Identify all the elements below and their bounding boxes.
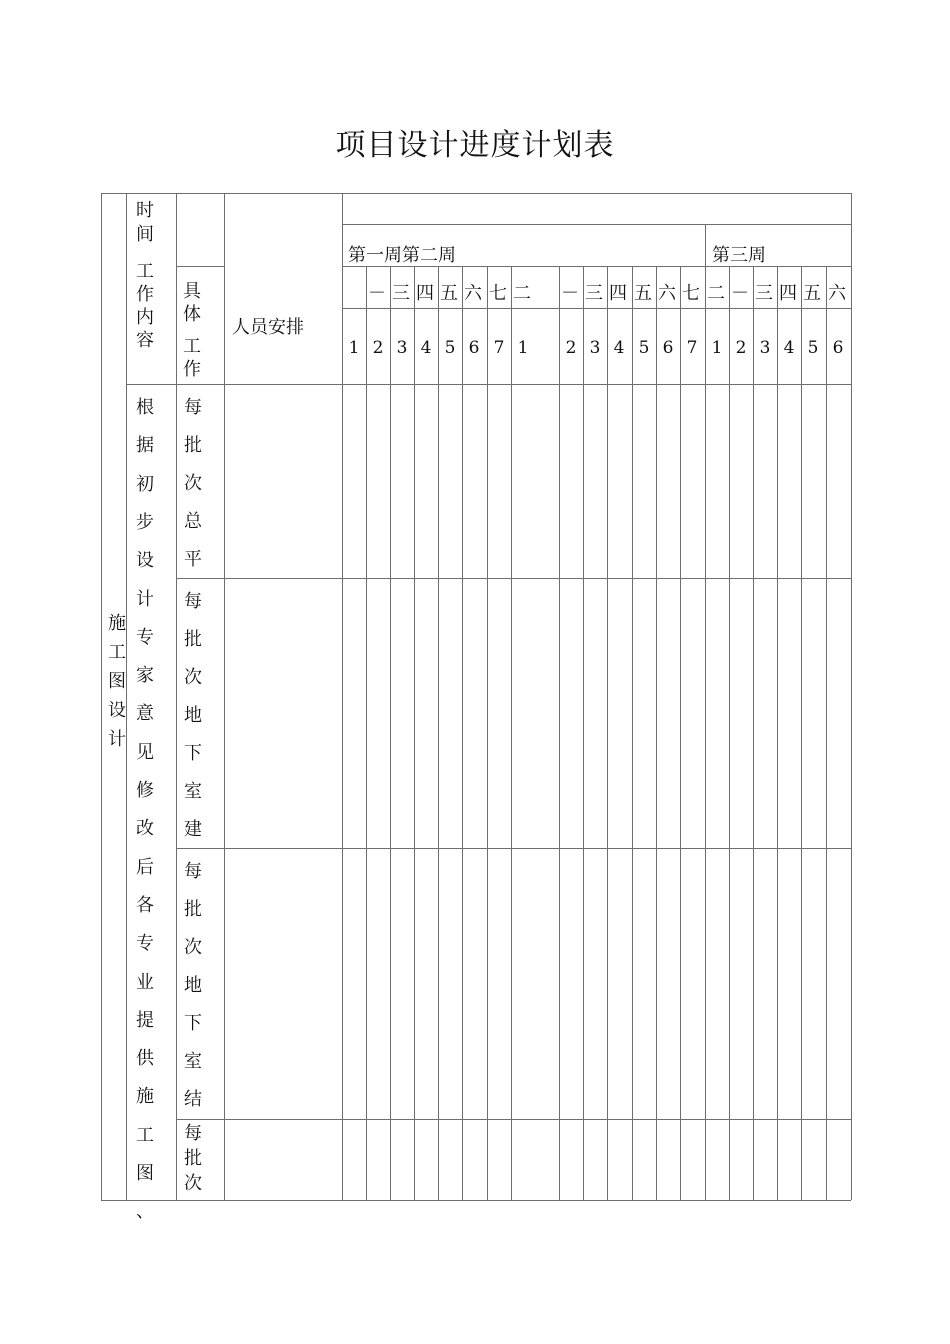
header-weekday: － bbox=[368, 283, 386, 304]
header-weekday: 二 bbox=[707, 283, 725, 304]
row-line-1 bbox=[176, 578, 851, 579]
task-char: 每 bbox=[184, 861, 202, 882]
content-char: 施 bbox=[136, 1086, 154, 1108]
task-char: 下 bbox=[184, 1013, 202, 1034]
content-char: 专 bbox=[136, 626, 154, 648]
header-weekday: 七 bbox=[489, 283, 507, 304]
header-day-number: 7 bbox=[686, 338, 698, 358]
content-char: 设 bbox=[136, 550, 154, 572]
content-char: 修 bbox=[136, 780, 154, 801]
task-char: 批 bbox=[184, 1148, 202, 1169]
header-week-3: 第三周 bbox=[712, 245, 766, 266]
content-char: 改 bbox=[136, 818, 154, 840]
header-day-number: 3 bbox=[396, 338, 408, 358]
phase-char: 施 bbox=[108, 613, 126, 634]
task-char: 批 bbox=[184, 899, 202, 920]
header-specific-work-label: 工 bbox=[183, 336, 201, 357]
day-column-line bbox=[656, 266, 657, 1200]
header-weekday: 四 bbox=[779, 283, 797, 304]
header-line-3 bbox=[342, 308, 851, 309]
content-char: 、 bbox=[136, 1201, 154, 1223]
header-weekday: 六 bbox=[658, 283, 676, 304]
content-char: 供 bbox=[136, 1048, 154, 1070]
table-border-left bbox=[101, 193, 102, 1200]
task-char: 次 bbox=[184, 667, 202, 688]
row-line-2 bbox=[176, 848, 851, 849]
task-char: 地 bbox=[184, 975, 202, 996]
header-day-number: 5 bbox=[444, 338, 456, 358]
day-column-line bbox=[680, 266, 681, 1200]
day-column-line bbox=[826, 266, 827, 1200]
header-weekday: 四 bbox=[609, 283, 627, 304]
header-weekday: 五 bbox=[440, 283, 458, 304]
content-char: 提 bbox=[136, 1009, 154, 1031]
day-column-line bbox=[583, 266, 584, 1200]
header-weekday: 二 bbox=[513, 283, 531, 304]
phase-char: 工 bbox=[108, 642, 126, 663]
task-char: 平 bbox=[184, 549, 202, 570]
content-char: 业 bbox=[136, 971, 154, 993]
content-char: 据 bbox=[136, 435, 154, 457]
day-column-line bbox=[801, 266, 802, 1200]
header-day-number: 1 bbox=[348, 338, 360, 358]
task-char: 批 bbox=[184, 435, 202, 456]
page-title: 项目设计进度计划表 bbox=[335, 128, 615, 163]
divider-task bbox=[224, 193, 225, 1200]
day-column-line bbox=[438, 266, 439, 1200]
header-line-1 bbox=[342, 224, 851, 225]
day-column-line bbox=[753, 266, 754, 1200]
header-specific-work-label: 体 bbox=[183, 304, 201, 325]
header-weekday: － bbox=[561, 283, 579, 304]
content-char: 图 bbox=[136, 1163, 154, 1184]
task-char: 批 bbox=[184, 629, 202, 650]
task-char: 次 bbox=[184, 937, 202, 958]
content-char: 家 bbox=[136, 665, 154, 687]
header-line-2 bbox=[342, 266, 851, 267]
day-column-line bbox=[487, 266, 488, 1200]
header-work-content-label: 容 bbox=[136, 330, 154, 351]
task-char: 结 bbox=[184, 1089, 202, 1110]
header-time-label: 时 bbox=[136, 200, 154, 221]
phase-char: 图 bbox=[108, 671, 126, 692]
header-day-number: 3 bbox=[759, 338, 771, 358]
header-weekday: 三 bbox=[392, 283, 410, 304]
header-staff-label: 人员安排 bbox=[232, 317, 304, 338]
header-day-number: 5 bbox=[638, 338, 650, 358]
task-char: 每 bbox=[184, 1123, 202, 1144]
header-specific-work-label: 具 bbox=[183, 281, 201, 302]
header-bottom bbox=[126, 384, 851, 385]
table-border-right bbox=[851, 193, 852, 1200]
content-char: 计 bbox=[136, 588, 154, 610]
divider-content bbox=[176, 193, 177, 1200]
day-column-line bbox=[390, 266, 391, 1200]
header-weekday: 三 bbox=[585, 283, 603, 304]
header-weekday: 四 bbox=[416, 283, 434, 304]
day-column-line bbox=[607, 266, 608, 1200]
task-char: 地 bbox=[184, 705, 202, 726]
header-day-number: 1 bbox=[711, 338, 723, 358]
content-char: 步 bbox=[136, 511, 154, 533]
task-char: 室 bbox=[184, 1051, 202, 1072]
header-day-number: 7 bbox=[493, 338, 505, 358]
header-weekday: － bbox=[731, 283, 749, 304]
header-work-content-label: 内 bbox=[136, 307, 154, 328]
task-char: 次 bbox=[184, 1173, 202, 1194]
content-char: 初 bbox=[136, 473, 154, 495]
header-weekday: 六 bbox=[828, 283, 846, 304]
header-weekday: 六 bbox=[464, 283, 482, 304]
day-column-line bbox=[729, 266, 730, 1200]
content-char: 工 bbox=[136, 1124, 154, 1146]
phase-char: 设 bbox=[108, 700, 126, 721]
divider-phase bbox=[126, 193, 127, 1200]
header-weekday: 三 bbox=[755, 283, 773, 304]
day-column-line bbox=[511, 266, 512, 1200]
header-day-number: 5 bbox=[807, 338, 819, 358]
header-specific-work-label: 作 bbox=[183, 359, 201, 380]
header-day-number: 6 bbox=[468, 338, 480, 358]
task-char: 每 bbox=[184, 397, 202, 418]
header-weekday: 五 bbox=[803, 283, 821, 304]
table-border-bottom bbox=[101, 1200, 851, 1201]
table-border-top bbox=[101, 193, 851, 194]
content-char: 各 bbox=[136, 894, 154, 916]
content-char: 后 bbox=[136, 856, 154, 878]
content-char: 根 bbox=[136, 397, 154, 418]
task-char: 次 bbox=[184, 473, 202, 494]
header-day-number: 4 bbox=[613, 338, 625, 358]
content-char: 意 bbox=[136, 703, 154, 725]
day-column-line bbox=[632, 266, 633, 1200]
header-day-number: 6 bbox=[662, 338, 674, 358]
header-work-content-label: 工 bbox=[136, 261, 154, 282]
day-column-line bbox=[366, 266, 367, 1200]
header-weekday: 七 bbox=[682, 283, 700, 304]
task-char: 建 bbox=[184, 819, 202, 840]
task-char: 下 bbox=[184, 743, 202, 764]
header-day-number: 2 bbox=[372, 338, 384, 358]
day-column-line bbox=[777, 266, 778, 1200]
header-day-number: 1 bbox=[517, 338, 529, 358]
header-line-specific bbox=[176, 266, 224, 267]
header-time-label: 间 bbox=[136, 224, 154, 245]
row-line-3 bbox=[176, 1119, 851, 1120]
header-work-content-label: 作 bbox=[136, 284, 154, 305]
header-day-number: 6 bbox=[832, 338, 844, 358]
header-day-number: 2 bbox=[565, 338, 577, 358]
day-column-line bbox=[462, 266, 463, 1200]
content-char: 专 bbox=[136, 933, 154, 955]
header-day-number: 2 bbox=[735, 338, 747, 358]
header-day-number: 3 bbox=[589, 338, 601, 358]
header-week-1-2: 第一周第二周 bbox=[348, 245, 456, 266]
day-column-line bbox=[559, 266, 560, 1200]
phase-char: 计 bbox=[108, 729, 126, 750]
header-day-number: 4 bbox=[783, 338, 795, 358]
day-column-line bbox=[414, 266, 415, 1200]
task-char: 每 bbox=[184, 591, 202, 612]
task-char: 总 bbox=[184, 511, 202, 532]
task-char: 室 bbox=[184, 781, 202, 802]
header-day-number: 4 bbox=[420, 338, 432, 358]
header-weekday: 五 bbox=[634, 283, 652, 304]
week-divider bbox=[705, 224, 706, 1200]
content-char: 见 bbox=[136, 741, 154, 763]
